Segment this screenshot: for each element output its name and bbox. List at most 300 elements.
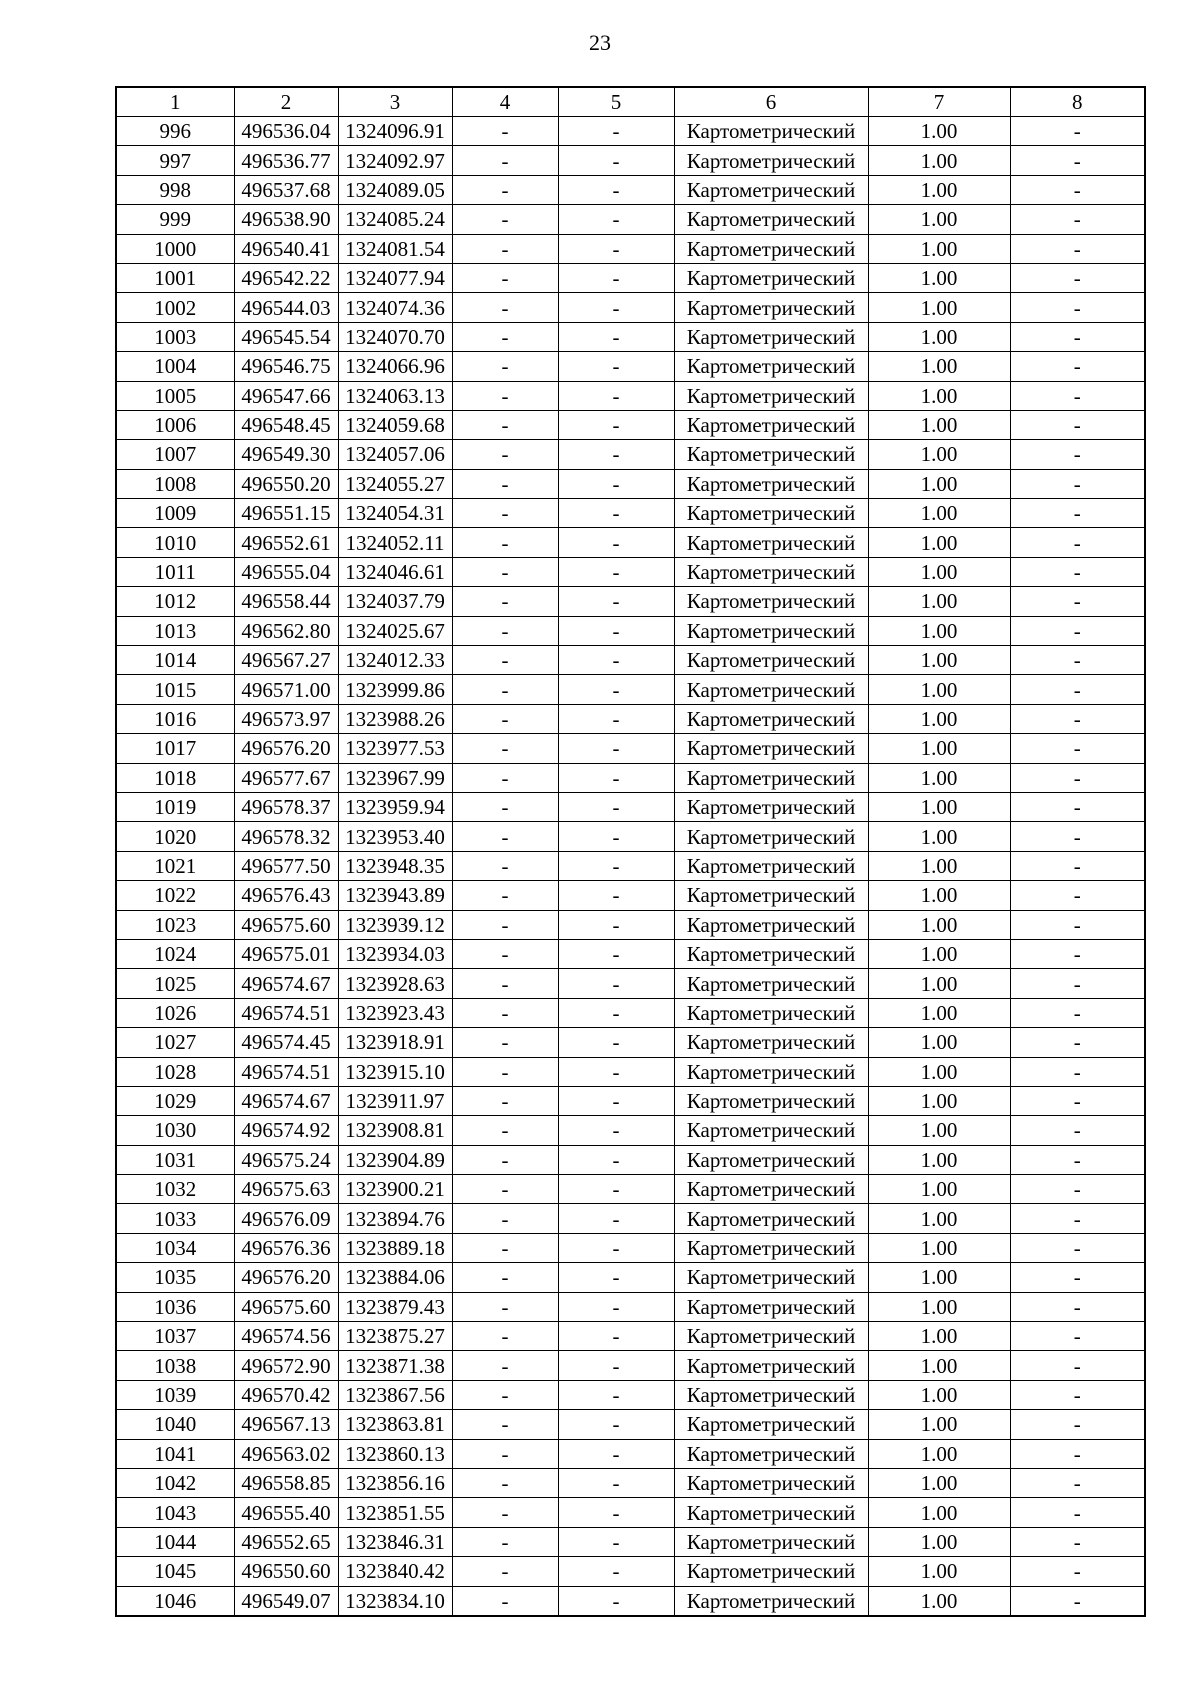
point-number-cell: 1007 <box>116 440 234 469</box>
point-number-cell: 1033 <box>116 1204 234 1233</box>
x-coordinate-cell: 496536.04 <box>234 117 338 146</box>
table-row <box>116 646 1145 675</box>
x-coordinate-cell: 496576.20 <box>234 734 338 763</box>
point-number-cell: 999 <box>116 205 234 234</box>
table-row <box>116 939 1145 968</box>
y-coordinate-cell: 1323856.16 <box>338 1468 452 1497</box>
col4-cell: - <box>452 910 558 939</box>
point-number-cell: 1044 <box>116 1527 234 1556</box>
point-number-cell: 1003 <box>116 322 234 351</box>
col8-cell: - <box>1010 939 1145 968</box>
x-coordinate-cell: 496578.32 <box>234 822 338 851</box>
col8-cell: - <box>1010 234 1145 263</box>
col8-cell: - <box>1010 1263 1145 1292</box>
x-coordinate-cell: 496540.41 <box>234 234 338 263</box>
method-cell: Картометрический <box>674 381 868 410</box>
col4-cell: - <box>452 822 558 851</box>
point-number-cell: 1039 <box>116 1380 234 1409</box>
column-header-1: 1 <box>116 87 234 117</box>
point-number-cell: 997 <box>116 146 234 175</box>
method-cell: Картометрический <box>674 763 868 792</box>
point-number-cell: 1036 <box>116 1292 234 1321</box>
point-number-cell: 1030 <box>116 1116 234 1145</box>
point-number-cell: 1042 <box>116 1468 234 1497</box>
method-cell: Картометрический <box>674 646 868 675</box>
y-coordinate-cell: 1323840.42 <box>338 1557 452 1586</box>
x-coordinate-cell: 496575.01 <box>234 939 338 968</box>
col5-cell: - <box>558 822 674 851</box>
accuracy-cell: 1.00 <box>868 1086 1010 1115</box>
col8-cell: - <box>1010 117 1145 146</box>
col4-cell: - <box>452 440 558 469</box>
col4-cell: - <box>452 1468 558 1497</box>
method-cell: Картометрический <box>674 1145 868 1174</box>
y-coordinate-cell: 1323967.99 <box>338 763 452 792</box>
method-cell: Картометрический <box>674 1057 868 1086</box>
accuracy-cell: 1.00 <box>868 1439 1010 1468</box>
table-row <box>116 1557 1145 1586</box>
table-row <box>116 469 1145 498</box>
col4-cell: - <box>452 616 558 645</box>
method-cell: Картометрический <box>674 1263 868 1292</box>
method-cell: Картометрический <box>674 792 868 821</box>
method-cell: Картометрический <box>674 1410 868 1439</box>
col4-cell: - <box>452 792 558 821</box>
y-coordinate-cell: 1324092.97 <box>338 146 452 175</box>
y-coordinate-cell: 1323939.12 <box>338 910 452 939</box>
col4-cell: - <box>452 322 558 351</box>
col5-cell: - <box>558 1057 674 1086</box>
table-row <box>116 1116 1145 1145</box>
point-number-cell: 1040 <box>116 1410 234 1439</box>
y-coordinate-cell: 1324063.13 <box>338 381 452 410</box>
accuracy-cell: 1.00 <box>868 1204 1010 1233</box>
x-coordinate-cell: 496545.54 <box>234 322 338 351</box>
table-row <box>116 881 1145 910</box>
accuracy-cell: 1.00 <box>868 528 1010 557</box>
method-cell: Картометрический <box>674 675 868 704</box>
point-number-cell: 1020 <box>116 822 234 851</box>
col5-cell: - <box>558 1233 674 1262</box>
y-coordinate-cell: 1323959.94 <box>338 792 452 821</box>
table-row <box>116 117 1145 146</box>
method-cell: Картометрический <box>674 175 868 204</box>
table-row <box>116 763 1145 792</box>
y-coordinate-cell: 1323977.53 <box>338 734 452 763</box>
y-coordinate-cell: 1324085.24 <box>338 205 452 234</box>
col5-cell: - <box>558 1028 674 1057</box>
col4-cell: - <box>452 234 558 263</box>
y-coordinate-cell: 1323860.13 <box>338 1439 452 1468</box>
x-coordinate-cell: 496572.90 <box>234 1351 338 1380</box>
col5-cell: - <box>558 293 674 322</box>
x-coordinate-cell: 496575.60 <box>234 910 338 939</box>
method-cell: Картометрический <box>674 469 868 498</box>
accuracy-cell: 1.00 <box>868 322 1010 351</box>
y-coordinate-cell: 1323834.10 <box>338 1586 452 1616</box>
point-number-cell: 998 <box>116 175 234 204</box>
x-coordinate-cell: 496558.44 <box>234 587 338 616</box>
y-coordinate-cell: 1323915.10 <box>338 1057 452 1086</box>
col4-cell: - <box>452 646 558 675</box>
col4-cell: - <box>452 1351 558 1380</box>
accuracy-cell: 1.00 <box>868 293 1010 322</box>
col5-cell: - <box>558 322 674 351</box>
point-number-cell: 1011 <box>116 557 234 586</box>
table-row <box>116 704 1145 733</box>
col4-cell: - <box>452 969 558 998</box>
col5-cell: - <box>558 1292 674 1321</box>
method-cell: Картометрический <box>674 1439 868 1468</box>
accuracy-cell: 1.00 <box>868 1028 1010 1057</box>
point-number-cell: 1032 <box>116 1175 234 1204</box>
y-coordinate-cell: 1323889.18 <box>338 1233 452 1262</box>
point-number-cell: 1045 <box>116 1557 234 1586</box>
method-cell: Картометрический <box>674 1498 868 1527</box>
y-coordinate-cell: 1323851.55 <box>338 1498 452 1527</box>
col4-cell: - <box>452 851 558 880</box>
col5-cell: - <box>558 1351 674 1380</box>
x-coordinate-cell: 496536.77 <box>234 146 338 175</box>
x-coordinate-cell: 496576.09 <box>234 1204 338 1233</box>
table-row <box>116 205 1145 234</box>
y-coordinate-cell: 1324081.54 <box>338 234 452 263</box>
table-row <box>116 1351 1145 1380</box>
col5-cell: - <box>558 1586 674 1616</box>
col8-cell: - <box>1010 293 1145 322</box>
y-coordinate-cell: 1323879.43 <box>338 1292 452 1321</box>
col8-cell: - <box>1010 1057 1145 1086</box>
method-cell: Картометрический <box>674 1116 868 1145</box>
table-row <box>116 616 1145 645</box>
table-row <box>116 1086 1145 1115</box>
col8-cell: - <box>1010 1233 1145 1262</box>
point-number-cell: 1035 <box>116 1263 234 1292</box>
col4-cell: - <box>452 1380 558 1409</box>
x-coordinate-cell: 496548.45 <box>234 410 338 439</box>
accuracy-cell: 1.00 <box>868 616 1010 645</box>
y-coordinate-cell: 1324059.68 <box>338 410 452 439</box>
point-number-cell: 1012 <box>116 587 234 616</box>
table-row <box>116 1380 1145 1409</box>
col5-cell: - <box>558 528 674 557</box>
method-cell: Картометрический <box>674 293 868 322</box>
y-coordinate-cell: 1323928.63 <box>338 969 452 998</box>
accuracy-cell: 1.00 <box>868 1586 1010 1616</box>
x-coordinate-cell: 496570.42 <box>234 1380 338 1409</box>
method-cell: Картометрический <box>674 1233 868 1262</box>
col4-cell: - <box>452 763 558 792</box>
accuracy-cell: 1.00 <box>868 410 1010 439</box>
y-coordinate-cell: 1323884.06 <box>338 1263 452 1292</box>
point-number-cell: 1028 <box>116 1057 234 1086</box>
x-coordinate-cell: 496577.50 <box>234 851 338 880</box>
accuracy-cell: 1.00 <box>868 1057 1010 1086</box>
col5-cell: - <box>558 763 674 792</box>
method-cell: Картометрический <box>674 146 868 175</box>
point-number-cell: 1018 <box>116 763 234 792</box>
col5-cell: - <box>558 616 674 645</box>
col4-cell: - <box>452 1086 558 1115</box>
y-coordinate-cell: 1323953.40 <box>338 822 452 851</box>
point-number-cell: 1023 <box>116 910 234 939</box>
col4-cell: - <box>452 410 558 439</box>
col4-cell: - <box>452 1057 558 1086</box>
point-number-cell: 1041 <box>116 1439 234 1468</box>
x-coordinate-cell: 496574.51 <box>234 998 338 1027</box>
method-cell: Картометрический <box>674 1175 868 1204</box>
y-coordinate-cell: 1323867.56 <box>338 1380 452 1409</box>
method-cell: Картометрический <box>674 205 868 234</box>
method-cell: Картометрический <box>674 1086 868 1115</box>
col5-cell: - <box>558 910 674 939</box>
x-coordinate-cell: 496574.92 <box>234 1116 338 1145</box>
x-coordinate-cell: 496555.40 <box>234 1498 338 1527</box>
col8-cell: - <box>1010 1527 1145 1556</box>
point-number-cell: 1025 <box>116 969 234 998</box>
col5-cell: - <box>558 1439 674 1468</box>
method-cell: Картометрический <box>674 499 868 528</box>
point-number-cell: 1043 <box>116 1498 234 1527</box>
table-row <box>116 293 1145 322</box>
col4-cell: - <box>452 175 558 204</box>
col5-cell: - <box>558 1145 674 1174</box>
y-coordinate-cell: 1324077.94 <box>338 263 452 292</box>
col8-cell: - <box>1010 1439 1145 1468</box>
col4-cell: - <box>452 1527 558 1556</box>
point-number-cell: 1017 <box>116 734 234 763</box>
col4-cell: - <box>452 381 558 410</box>
method-cell: Картометрический <box>674 998 868 1027</box>
y-coordinate-cell: 1323871.38 <box>338 1351 452 1380</box>
y-coordinate-cell: 1323904.89 <box>338 1145 452 1174</box>
accuracy-cell: 1.00 <box>868 352 1010 381</box>
accuracy-cell: 1.00 <box>868 234 1010 263</box>
point-number-cell: 1038 <box>116 1351 234 1380</box>
method-cell: Картометрический <box>674 851 868 880</box>
x-coordinate-cell: 496574.51 <box>234 1057 338 1086</box>
accuracy-cell: 1.00 <box>868 1527 1010 1556</box>
col5-cell: - <box>558 792 674 821</box>
x-coordinate-cell: 496538.90 <box>234 205 338 234</box>
table-row <box>116 851 1145 880</box>
table-row <box>116 910 1145 939</box>
point-number-cell: 1004 <box>116 352 234 381</box>
col8-cell: - <box>1010 1175 1145 1204</box>
point-number-cell: 1001 <box>116 263 234 292</box>
column-header-2: 2 <box>234 87 338 117</box>
accuracy-cell: 1.00 <box>868 1380 1010 1409</box>
col8-cell: - <box>1010 1380 1145 1409</box>
x-coordinate-cell: 496574.67 <box>234 969 338 998</box>
y-coordinate-cell: 1323846.31 <box>338 1527 452 1556</box>
col4-cell: - <box>452 1116 558 1145</box>
col8-cell: - <box>1010 881 1145 910</box>
point-number-cell: 1016 <box>116 704 234 733</box>
col5-cell: - <box>558 1380 674 1409</box>
column-header-3: 3 <box>338 87 452 117</box>
accuracy-cell: 1.00 <box>868 1292 1010 1321</box>
col4-cell: - <box>452 263 558 292</box>
y-coordinate-cell: 1324025.67 <box>338 616 452 645</box>
accuracy-cell: 1.00 <box>868 205 1010 234</box>
col8-cell: - <box>1010 499 1145 528</box>
accuracy-cell: 1.00 <box>868 587 1010 616</box>
col5-cell: - <box>558 263 674 292</box>
method-cell: Картометрический <box>674 587 868 616</box>
x-coordinate-cell: 496575.63 <box>234 1175 338 1204</box>
table-row <box>116 1498 1145 1527</box>
col4-cell: - <box>452 675 558 704</box>
col5-cell: - <box>558 1263 674 1292</box>
col4-cell: - <box>452 998 558 1027</box>
method-cell: Картометрический <box>674 822 868 851</box>
x-coordinate-cell: 496552.65 <box>234 1527 338 1556</box>
col4-cell: - <box>452 1410 558 1439</box>
point-number-cell: 1008 <box>116 469 234 498</box>
col5-cell: - <box>558 499 674 528</box>
method-cell: Картометрический <box>674 263 868 292</box>
column-header-7: 7 <box>868 87 1010 117</box>
accuracy-cell: 1.00 <box>868 263 1010 292</box>
col5-cell: - <box>558 557 674 586</box>
page-number: 23 <box>589 30 611 55</box>
point-number-cell: 1034 <box>116 1233 234 1262</box>
table-row <box>116 1410 1145 1439</box>
table-row <box>116 675 1145 704</box>
accuracy-cell: 1.00 <box>868 1351 1010 1380</box>
method-cell: Картометрический <box>674 1351 868 1380</box>
table-row <box>116 1468 1145 1497</box>
accuracy-cell: 1.00 <box>868 822 1010 851</box>
x-coordinate-cell: 496574.67 <box>234 1086 338 1115</box>
x-coordinate-cell: 496542.22 <box>234 263 338 292</box>
accuracy-cell: 1.00 <box>868 175 1010 204</box>
col4-cell: - <box>452 881 558 910</box>
col5-cell: - <box>558 939 674 968</box>
col8-cell: - <box>1010 1557 1145 1586</box>
x-coordinate-cell: 496550.20 <box>234 469 338 498</box>
accuracy-cell: 1.00 <box>868 1175 1010 1204</box>
column-header-4: 4 <box>452 87 558 117</box>
accuracy-cell: 1.00 <box>868 1233 1010 1262</box>
col8-cell: - <box>1010 1145 1145 1174</box>
accuracy-cell: 1.00 <box>868 910 1010 939</box>
table-row <box>116 969 1145 998</box>
accuracy-cell: 1.00 <box>868 881 1010 910</box>
method-cell: Картометрический <box>674 616 868 645</box>
method-cell: Картометрический <box>674 410 868 439</box>
y-coordinate-cell: 1324074.36 <box>338 293 452 322</box>
y-coordinate-cell: 1323918.91 <box>338 1028 452 1057</box>
method-cell: Картометрический <box>674 939 868 968</box>
table-row <box>116 822 1145 851</box>
table-row <box>116 410 1145 439</box>
method-cell: Картометрический <box>674 528 868 557</box>
point-number-cell: 1000 <box>116 234 234 263</box>
col8-cell: - <box>1010 1086 1145 1115</box>
col5-cell: - <box>558 734 674 763</box>
accuracy-cell: 1.00 <box>868 469 1010 498</box>
col5-cell: - <box>558 175 674 204</box>
col4-cell: - <box>452 117 558 146</box>
x-coordinate-cell: 496563.02 <box>234 1439 338 1468</box>
col8-cell: - <box>1010 557 1145 586</box>
point-number-cell: 996 <box>116 117 234 146</box>
col5-cell: - <box>558 146 674 175</box>
table-row <box>116 792 1145 821</box>
col8-cell: - <box>1010 1204 1145 1233</box>
accuracy-cell: 1.00 <box>868 499 1010 528</box>
y-coordinate-cell: 1323923.43 <box>338 998 452 1027</box>
col8-cell: - <box>1010 1028 1145 1057</box>
method-cell: Картометрический <box>674 1292 868 1321</box>
y-coordinate-cell: 1323900.21 <box>338 1175 452 1204</box>
point-number-cell: 1009 <box>116 499 234 528</box>
y-coordinate-cell: 1323999.86 <box>338 675 452 704</box>
accuracy-cell: 1.00 <box>868 1557 1010 1586</box>
col4-cell: - <box>452 704 558 733</box>
x-coordinate-cell: 496549.30 <box>234 440 338 469</box>
col5-cell: - <box>558 1175 674 1204</box>
method-cell: Картометрический <box>674 704 868 733</box>
point-number-cell: 1024 <box>116 939 234 968</box>
col4-cell: - <box>452 1145 558 1174</box>
col5-cell: - <box>558 587 674 616</box>
col4-cell: - <box>452 499 558 528</box>
accuracy-cell: 1.00 <box>868 1410 1010 1439</box>
col8-cell: - <box>1010 263 1145 292</box>
col8-cell: - <box>1010 1498 1145 1527</box>
table-row <box>116 175 1145 204</box>
col8-cell: - <box>1010 352 1145 381</box>
col4-cell: - <box>452 528 558 557</box>
x-coordinate-cell: 496552.61 <box>234 528 338 557</box>
table-body <box>116 117 1145 1616</box>
accuracy-cell: 1.00 <box>868 440 1010 469</box>
x-coordinate-cell: 496575.60 <box>234 1292 338 1321</box>
point-number-cell: 1019 <box>116 792 234 821</box>
col8-cell: - <box>1010 1351 1145 1380</box>
col8-cell: - <box>1010 205 1145 234</box>
method-cell: Картометрический <box>674 969 868 998</box>
col8-cell: - <box>1010 469 1145 498</box>
x-coordinate-cell: 496558.85 <box>234 1468 338 1497</box>
x-coordinate-cell: 496544.03 <box>234 293 338 322</box>
table-row <box>116 440 1145 469</box>
accuracy-cell: 1.00 <box>868 1116 1010 1145</box>
point-number-cell: 1031 <box>116 1145 234 1174</box>
method-cell: Картометрический <box>674 234 868 263</box>
col8-cell: - <box>1010 792 1145 821</box>
x-coordinate-cell: 496578.37 <box>234 792 338 821</box>
point-number-cell: 1002 <box>116 293 234 322</box>
x-coordinate-cell: 496555.04 <box>234 557 338 586</box>
x-coordinate-cell: 496562.80 <box>234 616 338 645</box>
point-number-cell: 1021 <box>116 851 234 880</box>
y-coordinate-cell: 1324057.06 <box>338 440 452 469</box>
x-coordinate-cell: 496571.00 <box>234 675 338 704</box>
col5-cell: - <box>558 469 674 498</box>
col8-cell: - <box>1010 1322 1145 1351</box>
accuracy-cell: 1.00 <box>868 734 1010 763</box>
col8-cell: - <box>1010 1410 1145 1439</box>
x-coordinate-cell: 496567.13 <box>234 1410 338 1439</box>
y-coordinate-cell: 1324055.27 <box>338 469 452 498</box>
col4-cell: - <box>452 1204 558 1233</box>
accuracy-cell: 1.00 <box>868 763 1010 792</box>
col4-cell: - <box>452 1439 558 1468</box>
